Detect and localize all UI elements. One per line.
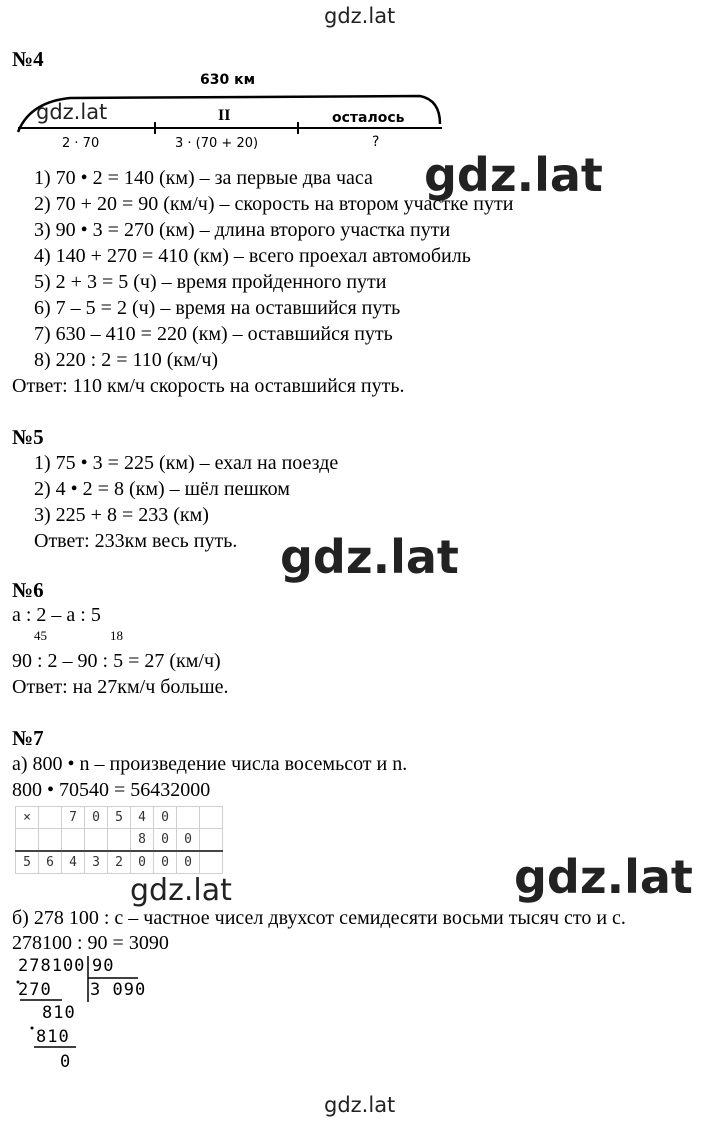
task5-title: №5	[12, 425, 44, 449]
diagram-below1: 2 · 70	[62, 136, 100, 151]
task6-calc: 90 : 2 – 90 : 5 = 27 (км/ч)	[12, 650, 221, 672]
grid-cell	[39, 807, 62, 829]
grid-cell	[85, 829, 108, 852]
diagram-total: 630 км	[200, 72, 256, 88]
grid-cell: ×	[16, 807, 39, 829]
div-dividend: 278100	[18, 956, 86, 976]
task6-sup1: 45	[34, 628, 47, 643]
grid-cell: 2	[108, 851, 131, 874]
grid-cell: 8	[131, 829, 154, 852]
watermark-top: gdz.lat	[324, 4, 396, 28]
task6-title: №6	[12, 578, 44, 602]
grid-cell	[200, 851, 223, 874]
task7-a-line: а) 800 • n – произведение числа восемьсот и n.	[12, 753, 408, 775]
grid-cell: 7	[62, 807, 85, 829]
grid-row	[16, 851, 223, 874]
watermark-big-3: gdz.lat	[514, 850, 693, 904]
diagram-below2: 3 · (70 + 20)	[175, 136, 259, 151]
div-divisor: 90	[92, 956, 115, 976]
grid-cell: 4	[62, 851, 85, 874]
grid-cell	[177, 807, 200, 829]
grid-cell: 0	[154, 851, 177, 874]
task5-line: 3) 225 + 8 = 233 (км)	[34, 504, 209, 526]
grid-cell: 6	[39, 851, 62, 874]
task4-title: №4	[12, 47, 44, 71]
div-quotient: 3 090	[90, 980, 147, 1000]
diagram-seg2-label: II	[218, 107, 231, 124]
grid-cell: 4	[131, 807, 154, 829]
division-lines	[10, 954, 150, 1074]
div-step2: 810	[36, 1027, 70, 1047]
grid-cell: 3	[85, 851, 108, 874]
task4-line: 5) 2 + 3 = 5 (ч) – время пройденного пути	[34, 271, 387, 293]
task4-line: 1) 70 • 2 = 140 (км) – за первые два часа	[34, 167, 373, 189]
task6-sup2: 18	[110, 628, 123, 643]
task4-line: 7) 630 – 410 = 220 (км) – оставшийся путь	[34, 323, 393, 345]
watermark-mid: gdz.lat	[130, 873, 232, 908]
grid-cell: 0	[154, 807, 177, 829]
grid-cell	[200, 807, 223, 829]
grid-cell	[62, 829, 85, 852]
grid-cell: 5	[108, 807, 131, 829]
task5-answer: Ответ: 233км весь путь.	[34, 530, 238, 552]
diagram-below3: ?	[372, 134, 380, 150]
div-rem2: 0	[60, 1052, 72, 1072]
task6-answer: Ответ: на 27км/ч больше.	[12, 676, 229, 698]
grid-cell: 0	[154, 829, 177, 852]
watermark-big-2: gdz.lat	[280, 530, 459, 584]
task7-a-calc: 800 • 70540 = 56432000	[12, 779, 211, 801]
grid-row	[16, 807, 223, 829]
watermark-big-1: gdz.lat	[424, 148, 603, 202]
diagram-seg1-watermark: gdz.lat	[36, 100, 108, 124]
watermark-bottom: gdz.lat	[324, 1093, 396, 1117]
task4-answer: Ответ: 110 км/ч скорость на оставшийся путь.	[12, 375, 405, 397]
grid-cell: 5	[16, 851, 39, 874]
task7-b-line: б) 278 100 : c – частное чисел двухсот семидесяти восьми тысяч сто и c.	[12, 907, 626, 929]
task4-line: 3) 90 • 3 = 270 (км) – длина второго участка пути	[34, 219, 451, 241]
task4-line: 6) 7 – 5 = 2 (ч) – время на оставшийся путь	[34, 297, 401, 319]
task6-expression: a : 2 – a : 5	[12, 604, 101, 626]
diagram-seg3-label: осталось	[332, 110, 405, 126]
div-rem1: 810	[42, 1003, 76, 1023]
grid-cell	[200, 829, 223, 852]
grid-cell: 0	[85, 807, 108, 829]
task7-title: №7	[12, 726, 44, 750]
task5-line: 2) 4 • 2 = 8 (км) – шёл пешком	[34, 478, 290, 500]
task4-line: 4) 140 + 270 = 410 (км) – всего проехал автомобиль	[34, 245, 471, 267]
task4-line: 2) 70 + 20 = 90 (км/ч) – скорость на втором участке пути	[34, 193, 514, 215]
grid-cell	[39, 829, 62, 852]
grid-cell: 0	[131, 851, 154, 874]
task4-line: 8) 220 : 2 = 110 (км/ч)	[34, 349, 219, 371]
div-step1: 270	[18, 980, 52, 1000]
multiplication-grid	[15, 806, 223, 874]
task7-b-calc: 278100 : 90 = 3090	[12, 932, 169, 954]
grid-cell	[108, 829, 131, 852]
task5-line: 1) 75 • 3 = 225 (км) – ехал на поезде	[34, 452, 339, 474]
grid-row	[16, 829, 223, 852]
grid-cell: 0	[177, 829, 200, 852]
grid-cell	[16, 829, 39, 852]
grid-cell: 0	[177, 851, 200, 874]
